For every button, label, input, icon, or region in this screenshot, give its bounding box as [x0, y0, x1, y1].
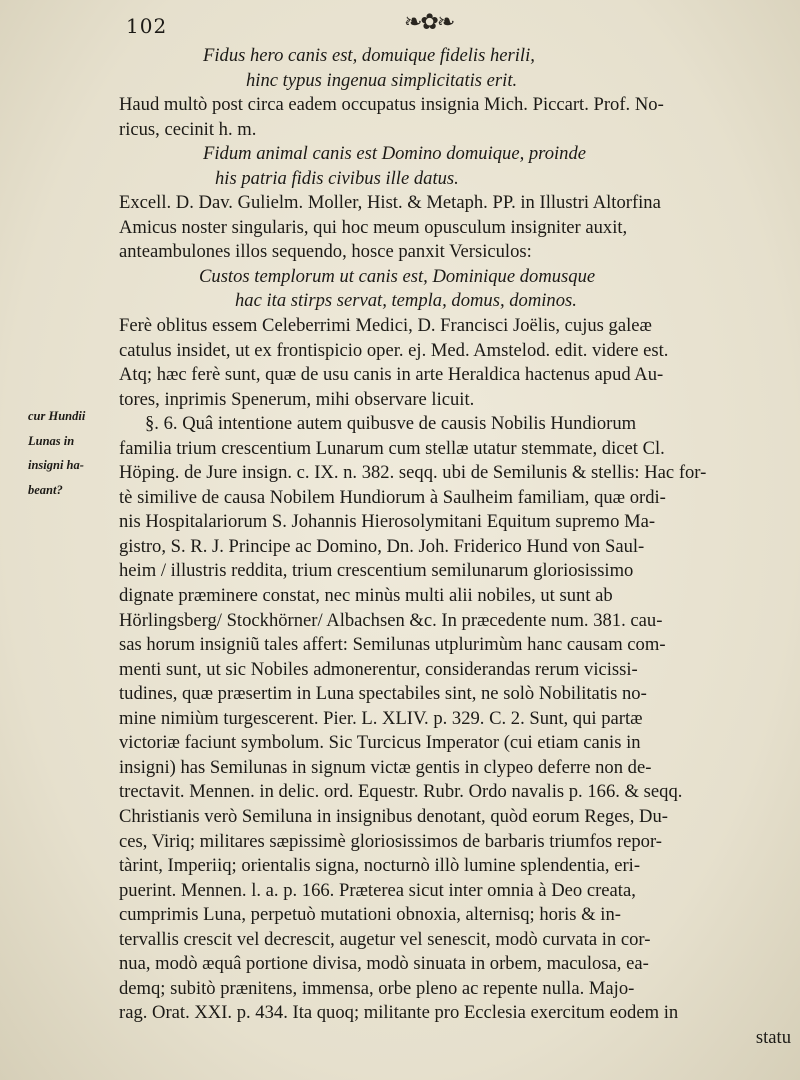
text-line: sas horum insigniũ tales affert: Semilunas utplurimùm hanc causam com-	[119, 634, 666, 656]
margin-note-line: insigni ha-	[28, 458, 84, 472]
margin-note	[28, 404, 114, 502]
text-line: Haud multò post circa eadem occupatus insignia Mich. Piccart. Prof. No-	[119, 94, 664, 116]
page-number: 102	[126, 14, 168, 38]
text-line: tè similive de causa Nobilem Hundiorum à Saulheim familiam, quæ ordi-	[119, 486, 666, 508]
text-line: Christianis verò Semiluna in insignibus denotant, quòd eorum Reges, Du-	[119, 805, 668, 827]
text-line: Atq; hæc ferè sunt, quæ de usu canis in arte Heraldica hactenus apud Au-	[119, 364, 664, 386]
text-line: tudines, quæ præsertim in Luna spectabiles sint, ne solò Nobilitatis no-	[119, 683, 647, 705]
text-line: dignate præminere constat, nec minùs multi alii nobiles, ut sunt ab	[119, 585, 613, 607]
text-line: Hörlingsberg/ Stockhörner/ Albachsen &c. In præcedente num. 381. cau-	[119, 609, 663, 631]
verse-line: his patria fidis civibus ille datus.	[215, 167, 459, 189]
text-line: insigni) has Semilunas in signum victæ gentis in clypeo deferre non de-	[119, 756, 652, 778]
text-line: trectavit. Mennen. in delic. ord. Equestr. Rubr. Ordo navalis p. 166. & seqq.	[119, 781, 683, 803]
text-line: mine nimiùm turgescerent. Pier. L. XLIV. p. 329. C. 2. Sunt, qui partæ	[119, 707, 643, 729]
text-line: Höping. de Jure insign. c. IX. n. 382. seqq. ubi de Semilunis & stellis: Hac for-	[119, 462, 707, 484]
text-line: familia trium crescentium Lunarum cum stellæ utatur stemmate, dicet Cl.	[119, 437, 665, 459]
margin-note-line: beant?	[28, 482, 63, 497]
verse-line: Fidus hero canis est, domuique fidelis herili,	[203, 45, 535, 66]
text-line: menti sunt, ut sic Nobiles admonerentur, considerandas rerum vicissi-	[119, 658, 638, 680]
text-line: Ferè oblitus essem Celeberrimi Medici, D. Francisci Joëlis, cujus galeæ	[119, 315, 652, 337]
text-line: catulus insidet, ut ex frontispicio oper. ej. Med. Amstelod. edit. videre est.	[119, 339, 669, 361]
text-line: tores, inprimis Spenerum, mihi observare licuit.	[119, 388, 475, 410]
verse-line: Custos templorum ut canis est, Dominique domusque	[199, 265, 596, 287]
text-line: demq; subitò prænitens, immensa, orbe pleno ac repente nulla. Majo-	[119, 977, 635, 999]
text-line: heim / illustris reddita, trium crescentium semilunarum gloriosissimo	[119, 560, 634, 582]
verse-line: hac ita stirps servat, templa, domus, dominos.	[235, 290, 577, 312]
text-line: tàrint, Imperiiq; orientalis signa, nocturnò illò lumine splendentia, eri-	[119, 855, 641, 877]
text-line: ces, Viriq; militares sæpissimè gloriosissimos de barbaris triumfos repor-	[119, 830, 662, 852]
text-line: victoriæ faciunt symbolum. Sic Turcicus Imperator (cui etiam canis in	[119, 732, 641, 754]
text-line: puerint. Mennen. l. a. p. 166. Præterea sicut inter omnia à Deo creata,	[119, 879, 636, 901]
text-line: tervallis crescit vel decrescit, augetur vel senescit, modò curvata in cor-	[119, 928, 651, 950]
verse-line: hinc typus ingenua simplicitatis erit.	[246, 69, 518, 91]
page-header	[0, 8, 800, 42]
catchword: statu	[755, 1026, 791, 1048]
body-text	[119, 44, 791, 1050]
text-line: cumprimis Luna, perpetuò mutationi obnoxia, alternisq; horis & in-	[119, 904, 621, 926]
section-start-line: §. 6. Quâ intentione autem quibusve de causis Nobilis Hundiorum	[145, 413, 637, 435]
text-line: anteambulones illos sequendo, hosce panxit Versiculos:	[119, 241, 532, 263]
margin-note-line: cur Hundii	[28, 409, 86, 423]
text-line: nua, modò æquâ portione divisa, modò sinuata in orbem, maculosa, ea-	[119, 953, 649, 975]
text-line: nis Hospitalariorum S. Johannis Hierosolymitani Equitum supremo Ma-	[119, 511, 656, 533]
margin-note-line: Lunas in	[28, 433, 75, 448]
text-line: gistro, S. R. J. Principe ac Domino, Dn. Joh. Friderico Hund von Saul-	[119, 535, 645, 557]
text-line: ricus, cecinit h. m.	[119, 118, 257, 140]
verse-line: Fidum animal canis est Domino domuique, proinde	[203, 143, 587, 165]
text-line: Amicus noster singularis, qui hoc meum opusculum insigniter auxit,	[119, 216, 628, 238]
header-ornament: ❧✿❧	[404, 10, 454, 35]
text-line: rag. Orat. XXI. p. 434. Ita quoq; militante pro Ecclesia exercitum eodem in	[119, 1002, 679, 1024]
text-line: Excell. D. Dav. Gulielm. Moller, Hist. & Metaph. PP. in Illustri Altorfina	[119, 192, 661, 214]
